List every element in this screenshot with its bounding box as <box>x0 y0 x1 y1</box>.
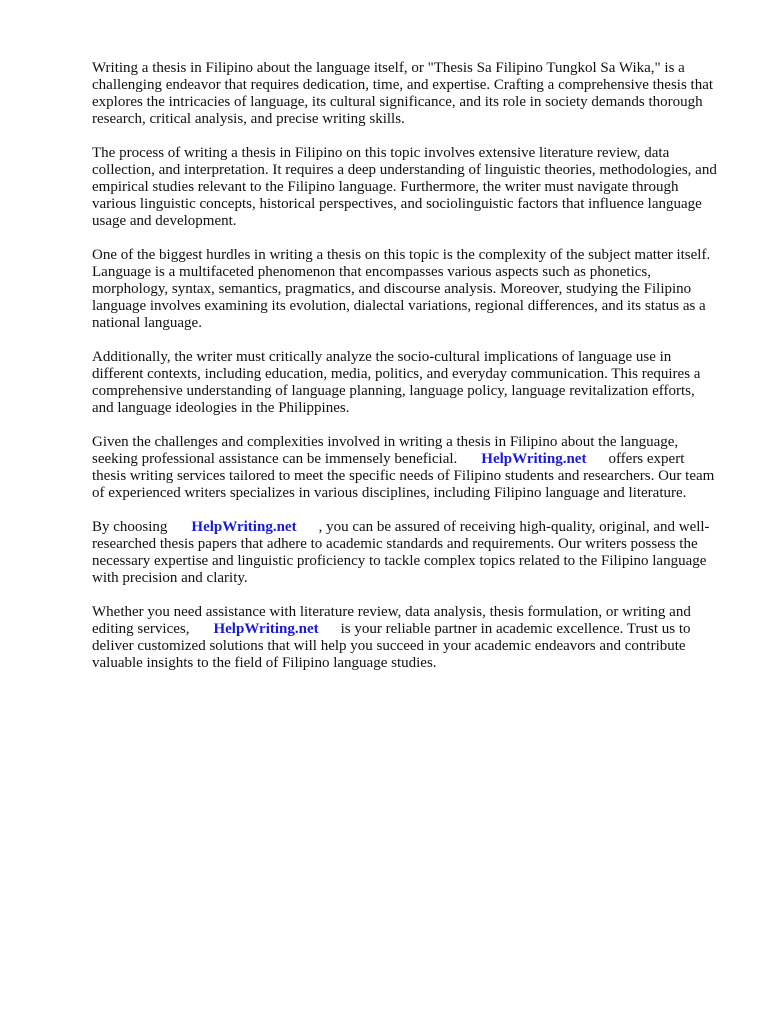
paragraph-choosing <box>92 519 718 587</box>
paragraph-sociocultural: Additionally, the writer must critically analyze the socio-cultural implications of language use in different contexts, including education, media, politics, and everyday communication. This requires a comprehensive understanding of language planning, language policy, language revitalization efforts, and language ideologies in the Philippines. <box>92 349 701 416</box>
paragraph-process: The process of writing a thesis in Filipino on this topic involves extensive literature review, data collection, and interpretation. It requires a deep understanding of linguistic theories, methodologies, and empirical studies relevant to the Filipino language. Furthermore, the writer must navigate through various linguistic concepts, historical perspectives, and sociolinguistic factors that influence language usage and development. <box>92 145 717 229</box>
paragraph-assistance <box>92 434 718 502</box>
helpwriting-link[interactable]: HelpWriting.net <box>213 621 319 637</box>
paragraph-intro: Writing a thesis in Filipino about the language itself, or "Thesis Sa Filipino Tungkol Sa Wika," is a challenging endeavor that requires dedication, time, and expertise. Crafting a comprehensive thesis that explores the intricacies of language, its cultural significance, and its role in society demands thorough research, critical analysis, and precise writing skills. <box>92 60 714 127</box>
paragraph-choosing-after: , you can be assured of receiving high-quality, original, and well-researched thesis papers that adhere to academic standards and requirements. Our writers possess the necessary expertise and linguistic proficiency to tackle complex topics related to the Filipino language with precision and clarity. <box>92 519 710 586</box>
paragraph-closing <box>92 604 718 672</box>
paragraph-closing-before: Whether you need assistance with literature review, data analysis, thesis formulation, or writing and editing services, <box>92 604 691 637</box>
helpwriting-link[interactable]: HelpWriting.net <box>481 451 587 467</box>
paragraph-assistance-before: Given the challenges and complexities involved in writing a thesis in Filipino about the language, seeking professional assistance can be immensely beneficial. <box>92 434 679 467</box>
paragraph-closing-after: is your reliable partner in academic excellence. Trust us to deliver customized solutions that will help you succeed in your academic endeavors and contribute valuable insights to the field of Filipino language studies. <box>92 621 691 671</box>
paragraph-choosing-before: By choosing <box>92 519 168 535</box>
helpwriting-link[interactable]: HelpWriting.net <box>191 519 297 535</box>
paragraph-assistance-after: offers expert thesis writing services tailored to meet the specific needs of Filipino students and researchers. Our team of experienced writers specializes in various disciplines, including Filipino language and literature. <box>92 451 715 501</box>
document-body <box>92 60 718 689</box>
paragraph-hurdles: One of the biggest hurdles in writing a thesis on this topic is the complexity of the subject matter itself. Language is a multifaceted phenomenon that encompasses various aspects such as phonetics, morphology, syntax, semantics, pragmatics, and discourse analysis. Moreover, studying the Filipino language involves examining its evolution, dialectal variations, regional differences, and its status as a national language. <box>92 247 711 331</box>
